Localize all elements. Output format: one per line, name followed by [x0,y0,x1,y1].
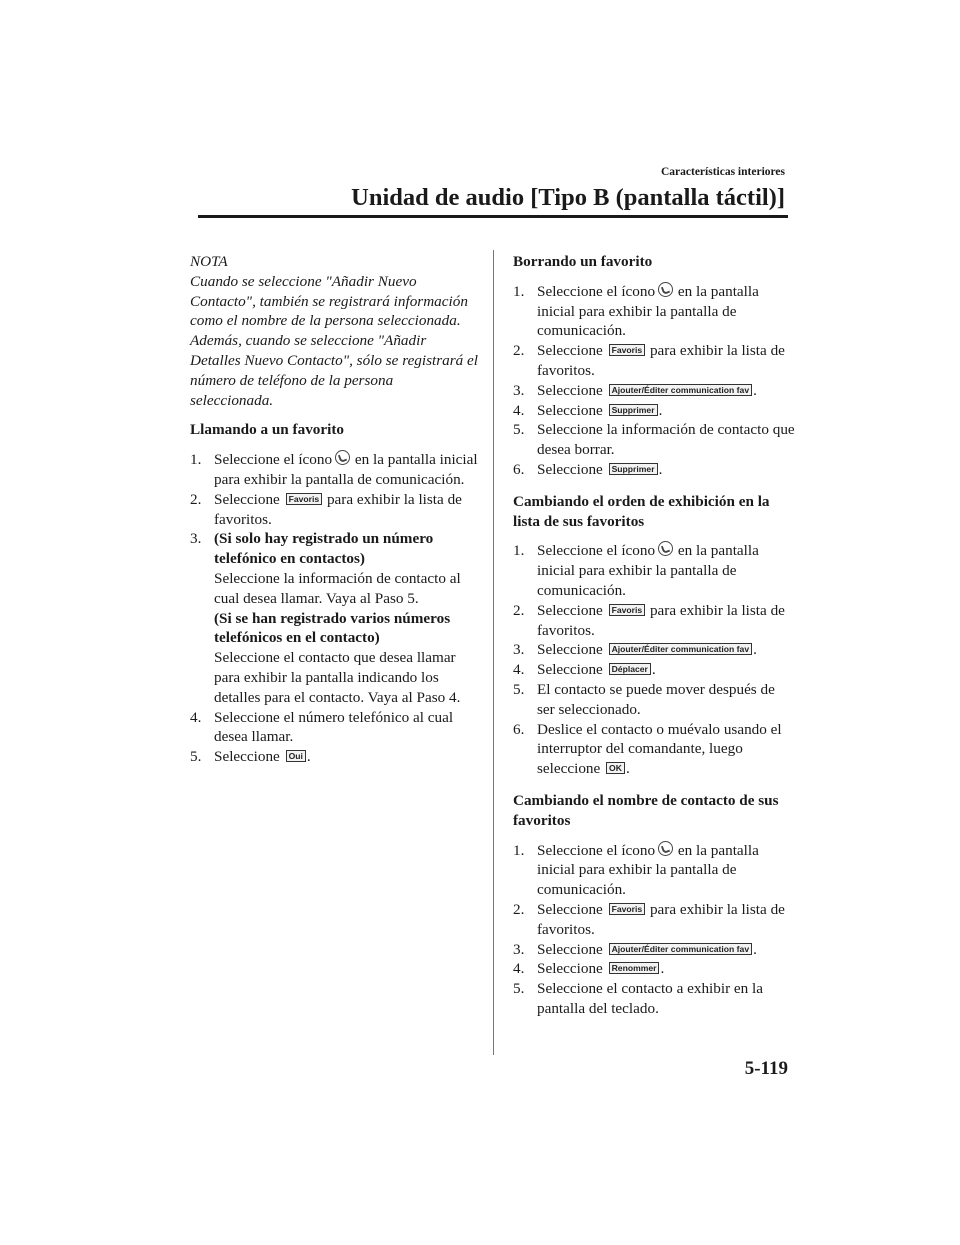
step-number: 1. [513,841,525,859]
step-text: en la pantalla inicial para exhibir la pantalla de comunicación. [537,282,759,340]
renommer-button: Renommer [609,962,660,974]
list-item [513,979,795,1019]
oui-button: Oui [286,750,306,762]
phone-icon [658,841,673,856]
step-text: en la pantalla inicial para exhibir la pantalla de comunicación. [214,451,478,488]
step-number: 4. [190,708,202,726]
step-number: 4. [513,401,525,419]
step-number: 2. [513,601,525,619]
phone-icon [658,282,673,297]
right-column [513,252,795,1019]
list-item [513,720,795,779]
list-item [513,900,795,940]
list-item [190,529,480,707]
step-text: Seleccione el contacto que desea llamar para exhibir la pantalla indicando los detalles para el contacto. Vaya al Paso 4. [214,649,461,706]
spacer [513,480,795,492]
list-item [513,841,795,900]
step-text: . [753,940,757,958]
step-text: . [660,960,665,978]
step-number: 4. [513,960,525,978]
step-number: 1. [513,282,525,300]
step-text: Seleccione [214,490,280,508]
step-text: Seleccione el ícono [537,542,656,560]
list-item [513,541,795,600]
step-text: Deslice el contacto o muévalo usando el interruptor del comandante, luego seleccione [537,720,782,778]
step-text: Seleccione [537,641,603,659]
phone-icon [658,541,673,556]
supprimer-button: Supprimer [609,404,658,416]
note-title: NOTA [190,253,228,270]
step-text: Seleccione [537,342,603,360]
step-number: 2. [190,490,202,508]
step-number: 1. [513,542,525,560]
step-text: en la pantalla inicial para exhibir la pantalla de comunicación. [537,841,759,899]
step-text: Seleccione [537,900,603,918]
step-number: 3. [513,381,525,399]
step-number: 2. [513,900,525,918]
step-text: para exhibir la lista de favoritos. [537,342,785,379]
favoris-button: Favoris [286,493,323,505]
step-number: 5. [513,980,525,998]
header-rule [198,215,788,218]
favoris-button: Favoris [609,344,646,356]
list-item [190,747,480,767]
step-number: 5. [513,680,525,698]
step-number: 3. [513,940,525,958]
step-text: Seleccione el ícono [214,451,333,469]
step-text: . [625,760,630,778]
step-number: 4. [513,661,525,679]
phone-icon [335,450,350,465]
step-text: El contacto se puede mover después de ser seleccionado. [537,680,775,718]
step-number: 6. [513,720,525,738]
list-item [513,601,795,641]
step-text: . [658,460,663,478]
list-item [513,401,795,421]
list-item [513,341,795,381]
step-text: Seleccione [537,940,603,958]
step-text: Seleccione el ícono [537,841,656,859]
list-item [513,640,795,660]
step-text: . [651,661,656,679]
page-title: Unidad de audio [Tipo B (pantalla táctil)] [351,184,785,211]
edit-favorites-button: Ajouter/Éditer communication fav [609,384,753,396]
section-heading-rename-favorite: Cambiando el nombre de contacto de sus favoritos [513,791,779,829]
step-text: . [658,401,663,419]
step-text: Seleccione el contacto a exhibir en la pantalla del teclado. [537,980,764,1017]
step-number: 6. [513,460,525,478]
list-item [190,450,480,490]
favoris-button: Favoris [609,604,646,616]
step-text: Seleccione [537,460,603,478]
step-text: Seleccione [537,661,603,679]
list-item [513,959,795,979]
step-text: Seleccione la información de contacto al cual desea llamar. Vaya al Paso 5. [214,569,461,607]
step-text: Seleccione [537,960,603,978]
ok-button: OK [606,762,625,774]
edit-favorites-button: Ajouter/Éditer communication fav [609,643,753,655]
favoris-button: Favoris [609,903,646,915]
step-text: Seleccione la información de contacto que desea borrar. [537,421,795,459]
step-text: Seleccione el ícono [537,282,656,300]
note-body: Cuando se seleccione "Añadir Nuevo Contacto", también se registrará información como el nombre de la persona seleccionada. Además, cuando se seleccione "Añadir Detalles Nuevo Contacto", sólo se registrará el número de teléfono de la persona seleccionada. [190,272,479,409]
list-item [513,660,795,680]
step-text: Seleccione [537,381,603,399]
step-number: 3. [513,641,525,659]
step-text: . [753,381,757,399]
step-number: 5. [513,421,525,439]
list-item [513,680,795,720]
step-text: en la pantalla inicial para exhibir la pantalla de comunicación. [537,542,759,599]
step-text: para exhibir la lista de favoritos. [214,490,462,528]
step-text: para exhibir la lista de favoritos. [537,900,785,938]
supprimer-button: Supprimer [609,463,658,475]
edit-favorites-button: Ajouter/Éditer communication fav [609,943,753,955]
step-text: Seleccione el número telefónico al cual desea llamar. [214,708,454,746]
step-number: 5. [190,748,202,766]
spacer [513,779,795,791]
left-column [190,252,480,767]
step-text: Seleccione [537,401,603,419]
list-item [190,708,480,748]
list-item [513,282,795,341]
step-condition: (Si solo hay registrado un número telefónico en contactos) [214,530,434,568]
step-text: para exhibir la lista de favoritos. [537,601,785,639]
deplacer-button: Déplacer [609,663,651,675]
step-text: . [306,748,311,766]
step-number: 1. [190,451,202,469]
step-number: 2. [513,342,525,360]
list-item [513,460,795,480]
section-heading-deleting-favorite: Borrando un favorito [513,253,653,270]
step-text: Seleccione [537,601,603,619]
step-number: 3. [190,530,202,548]
step-condition: (Si se han registrado varios números telefónicos en el contacto) [214,609,451,647]
section-heading-reorder-favorites: Cambiando el orden de exhibición en la lista de sus favoritos [513,492,770,530]
list-item [513,940,795,960]
page-number: 5-119 [744,1058,788,1079]
list-item [190,490,480,530]
section-heading-calling-favorite: Llamando a un favorito [190,421,345,439]
step-text: . [753,641,757,659]
step-text: Seleccione [214,748,280,766]
list-item [513,381,795,401]
section-header: Características interiores [660,166,785,178]
column-divider [493,250,494,1055]
list-item [513,420,795,460]
